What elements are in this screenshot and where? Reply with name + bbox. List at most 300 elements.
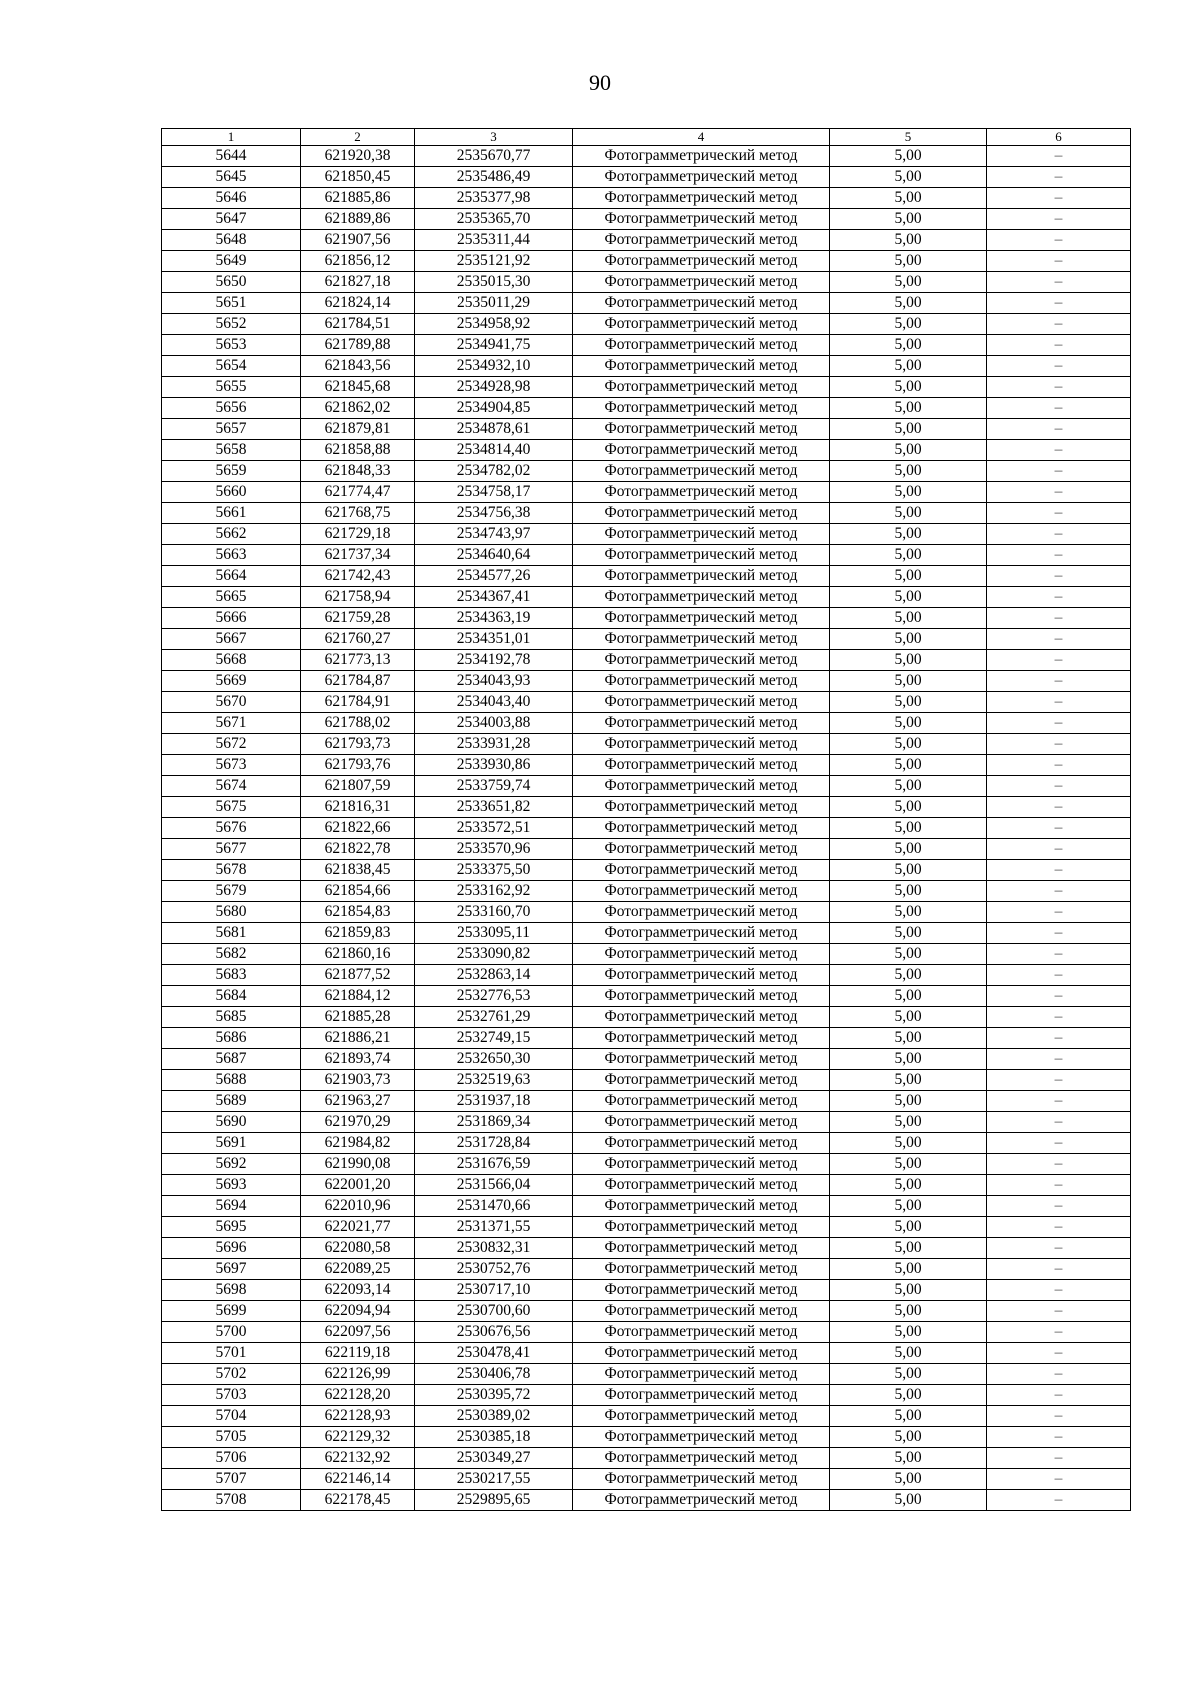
point-number-cell: 5655	[162, 377, 301, 398]
point-number-cell: 5670	[162, 692, 301, 713]
note-cell: –	[987, 671, 1131, 692]
method-cell: Фотограмметрический метод	[573, 1049, 830, 1070]
point-number-cell: 5676	[162, 818, 301, 839]
method-cell: Фотограмметрический метод	[573, 1301, 830, 1322]
method-cell: Фотограмметрический метод	[573, 692, 830, 713]
y-coordinate-cell: 2534043,40	[415, 692, 573, 713]
note-cell: –	[987, 314, 1131, 335]
accuracy-cell: 5,00	[830, 944, 987, 965]
accuracy-cell: 5,00	[830, 461, 987, 482]
accuracy-cell: 5,00	[830, 146, 987, 167]
x-coordinate-cell: 622126,99	[301, 1364, 415, 1385]
y-coordinate-cell: 2531676,59	[415, 1154, 573, 1175]
header-row	[162, 129, 1131, 146]
accuracy-cell: 5,00	[830, 335, 987, 356]
method-cell: Фотограмметрический метод	[573, 188, 830, 209]
y-coordinate-cell: 2535121,92	[415, 251, 573, 272]
accuracy-cell: 5,00	[830, 734, 987, 755]
method-cell: Фотограмметрический метод	[573, 1406, 830, 1427]
table-row	[162, 356, 1131, 377]
y-coordinate-cell: 2534743,97	[415, 524, 573, 545]
table-header	[162, 129, 1131, 146]
method-cell: Фотограмметрический метод	[573, 734, 830, 755]
note-cell: –	[987, 1112, 1131, 1133]
method-cell: Фотограмметрический метод	[573, 1028, 830, 1049]
note-cell: –	[987, 692, 1131, 713]
table-row	[162, 1217, 1131, 1238]
point-number-cell: 5682	[162, 944, 301, 965]
note-cell: –	[987, 398, 1131, 419]
x-coordinate-cell: 621758,94	[301, 587, 415, 608]
note-cell: –	[987, 503, 1131, 524]
point-number-cell: 5656	[162, 398, 301, 419]
method-cell: Фотограмметрический метод	[573, 713, 830, 734]
table-row	[162, 1343, 1131, 1364]
table-row	[162, 314, 1131, 335]
accuracy-cell: 5,00	[830, 839, 987, 860]
note-cell: –	[987, 1217, 1131, 1238]
method-cell: Фотограмметрический метод	[573, 1448, 830, 1469]
accuracy-cell: 5,00	[830, 776, 987, 797]
note-cell: –	[987, 1259, 1131, 1280]
point-number-cell: 5663	[162, 545, 301, 566]
y-coordinate-cell: 2534043,93	[415, 671, 573, 692]
x-coordinate-cell: 621773,13	[301, 650, 415, 671]
table-row	[162, 860, 1131, 881]
note-cell: –	[987, 1049, 1131, 1070]
method-cell: Фотограмметрический метод	[573, 1196, 830, 1217]
note-cell: –	[987, 1070, 1131, 1091]
point-number-cell: 5659	[162, 461, 301, 482]
y-coordinate-cell: 2533162,92	[415, 881, 573, 902]
x-coordinate-cell: 621760,27	[301, 629, 415, 650]
note-cell: –	[987, 1091, 1131, 1112]
note-cell: –	[987, 1301, 1131, 1322]
point-number-cell: 5704	[162, 1406, 301, 1427]
note-cell: –	[987, 356, 1131, 377]
y-coordinate-cell: 2529895,65	[415, 1490, 573, 1511]
y-coordinate-cell: 2534577,26	[415, 566, 573, 587]
note-cell: –	[987, 272, 1131, 293]
method-cell: Фотограмметрический метод	[573, 965, 830, 986]
point-number-cell: 5675	[162, 797, 301, 818]
accuracy-cell: 5,00	[830, 293, 987, 314]
method-cell: Фотограмметрический метод	[573, 272, 830, 293]
table-row	[162, 629, 1131, 650]
column-header: 5	[830, 129, 987, 146]
y-coordinate-cell: 2530406,78	[415, 1364, 573, 1385]
accuracy-cell: 5,00	[830, 902, 987, 923]
accuracy-cell: 5,00	[830, 356, 987, 377]
page-number: 90	[589, 70, 611, 95]
point-number-cell: 5707	[162, 1469, 301, 1490]
note-cell: –	[987, 419, 1131, 440]
accuracy-cell: 5,00	[830, 1175, 987, 1196]
x-coordinate-cell: 621886,21	[301, 1028, 415, 1049]
y-coordinate-cell: 2533930,86	[415, 755, 573, 776]
y-coordinate-cell: 2534756,38	[415, 503, 573, 524]
x-coordinate-cell: 622128,93	[301, 1406, 415, 1427]
accuracy-cell: 5,00	[830, 986, 987, 1007]
method-cell: Фотограмметрический метод	[573, 1154, 830, 1175]
method-cell: Фотограмметрический метод	[573, 650, 830, 671]
accuracy-cell: 5,00	[830, 755, 987, 776]
table-row	[162, 230, 1131, 251]
accuracy-cell: 5,00	[830, 545, 987, 566]
note-cell: –	[987, 1007, 1131, 1028]
point-number-cell: 5702	[162, 1364, 301, 1385]
y-coordinate-cell: 2530385,18	[415, 1427, 573, 1448]
method-cell: Фотограмметрический метод	[573, 482, 830, 503]
point-number-cell: 5662	[162, 524, 301, 545]
x-coordinate-cell: 622132,92	[301, 1448, 415, 1469]
method-cell: Фотограмметрический метод	[573, 944, 830, 965]
y-coordinate-cell: 2534192,78	[415, 650, 573, 671]
accuracy-cell: 5,00	[830, 419, 987, 440]
note-cell: –	[987, 797, 1131, 818]
note-cell: –	[987, 944, 1131, 965]
x-coordinate-cell: 621848,33	[301, 461, 415, 482]
x-coordinate-cell: 621884,12	[301, 986, 415, 1007]
y-coordinate-cell: 2534878,61	[415, 419, 573, 440]
table-row	[162, 713, 1131, 734]
accuracy-cell: 5,00	[830, 377, 987, 398]
method-cell: Фотограмметрический метод	[573, 671, 830, 692]
y-coordinate-cell: 2534958,92	[415, 314, 573, 335]
table-row	[162, 881, 1131, 902]
accuracy-cell: 5,00	[830, 1364, 987, 1385]
table-row	[162, 755, 1131, 776]
table-row	[162, 566, 1131, 587]
accuracy-cell: 5,00	[830, 1490, 987, 1511]
note-cell: –	[987, 545, 1131, 566]
y-coordinate-cell: 2534932,10	[415, 356, 573, 377]
x-coordinate-cell: 621768,75	[301, 503, 415, 524]
x-coordinate-cell: 621729,18	[301, 524, 415, 545]
x-coordinate-cell: 621859,83	[301, 923, 415, 944]
method-cell: Фотограмметрический метод	[573, 881, 830, 902]
x-coordinate-cell: 621889,86	[301, 209, 415, 230]
y-coordinate-cell: 2534928,98	[415, 377, 573, 398]
point-number-cell: 5661	[162, 503, 301, 524]
x-coordinate-cell: 622128,20	[301, 1385, 415, 1406]
y-coordinate-cell: 2533375,50	[415, 860, 573, 881]
y-coordinate-cell: 2535486,49	[415, 167, 573, 188]
note-cell: –	[987, 251, 1131, 272]
x-coordinate-cell: 621862,02	[301, 398, 415, 419]
table-body	[162, 146, 1131, 1511]
table-row	[162, 1238, 1131, 1259]
x-coordinate-cell: 621824,14	[301, 293, 415, 314]
table-row	[162, 545, 1131, 566]
accuracy-cell: 5,00	[830, 629, 987, 650]
note-cell: –	[987, 461, 1131, 482]
y-coordinate-cell: 2531728,84	[415, 1133, 573, 1154]
method-cell: Фотограмметрический метод	[573, 461, 830, 482]
accuracy-cell: 5,00	[830, 1301, 987, 1322]
method-cell: Фотограмметрический метод	[573, 398, 830, 419]
x-coordinate-cell: 621789,88	[301, 335, 415, 356]
point-number-cell: 5644	[162, 146, 301, 167]
method-cell: Фотограмметрический метод	[573, 629, 830, 650]
table-row	[162, 293, 1131, 314]
note-cell: –	[987, 293, 1131, 314]
point-number-cell: 5708	[162, 1490, 301, 1511]
note-cell: –	[987, 1406, 1131, 1427]
note-cell: –	[987, 440, 1131, 461]
note-cell: –	[987, 1385, 1131, 1406]
method-cell: Фотограмметрический метод	[573, 587, 830, 608]
accuracy-cell: 5,00	[830, 566, 987, 587]
x-coordinate-cell: 621774,47	[301, 482, 415, 503]
table-row	[162, 1469, 1131, 1490]
y-coordinate-cell: 2532761,29	[415, 1007, 573, 1028]
accuracy-cell: 5,00	[830, 650, 987, 671]
accuracy-cell: 5,00	[830, 671, 987, 692]
point-number-cell: 5654	[162, 356, 301, 377]
point-number-cell: 5666	[162, 608, 301, 629]
method-cell: Фотограмметрический метод	[573, 902, 830, 923]
y-coordinate-cell: 2530389,02	[415, 1406, 573, 1427]
method-cell: Фотограмметрический метод	[573, 251, 830, 272]
accuracy-cell: 5,00	[830, 230, 987, 251]
y-coordinate-cell: 2531869,34	[415, 1112, 573, 1133]
note-cell: –	[987, 146, 1131, 167]
accuracy-cell: 5,00	[830, 1154, 987, 1175]
y-coordinate-cell: 2532519,63	[415, 1070, 573, 1091]
x-coordinate-cell: 621793,76	[301, 755, 415, 776]
method-cell: Фотограмметрический метод	[573, 356, 830, 377]
accuracy-cell: 5,00	[830, 818, 987, 839]
y-coordinate-cell: 2532776,53	[415, 986, 573, 1007]
table-row	[162, 419, 1131, 440]
x-coordinate-cell: 622146,14	[301, 1469, 415, 1490]
note-cell: –	[987, 881, 1131, 902]
table-row	[162, 503, 1131, 524]
table-row	[162, 1196, 1131, 1217]
column-header: 2	[301, 129, 415, 146]
accuracy-cell: 5,00	[830, 587, 987, 608]
accuracy-cell: 5,00	[830, 503, 987, 524]
point-number-cell: 5678	[162, 860, 301, 881]
table-row	[162, 797, 1131, 818]
table-row	[162, 692, 1131, 713]
method-cell: Фотограмметрический метод	[573, 1322, 830, 1343]
point-number-cell: 5706	[162, 1448, 301, 1469]
x-coordinate-cell: 622178,45	[301, 1490, 415, 1511]
method-cell: Фотограмметрический метод	[573, 755, 830, 776]
table-row	[162, 587, 1131, 608]
y-coordinate-cell: 2534941,75	[415, 335, 573, 356]
accuracy-cell: 5,00	[830, 1280, 987, 1301]
table-row	[162, 524, 1131, 545]
accuracy-cell: 5,00	[830, 965, 987, 986]
note-cell: –	[987, 818, 1131, 839]
x-coordinate-cell: 621850,45	[301, 167, 415, 188]
point-number-cell: 5649	[162, 251, 301, 272]
table-row	[162, 1448, 1131, 1469]
method-cell: Фотограмметрический метод	[573, 1259, 830, 1280]
table-row	[162, 734, 1131, 755]
accuracy-cell: 5,00	[830, 1196, 987, 1217]
x-coordinate-cell: 621845,68	[301, 377, 415, 398]
accuracy-cell: 5,00	[830, 524, 987, 545]
table-row	[162, 671, 1131, 692]
point-number-cell: 5648	[162, 230, 301, 251]
y-coordinate-cell: 2530832,31	[415, 1238, 573, 1259]
method-cell: Фотограмметрический метод	[573, 314, 830, 335]
x-coordinate-cell: 621970,29	[301, 1112, 415, 1133]
accuracy-cell: 5,00	[830, 314, 987, 335]
method-cell: Фотограмметрический метод	[573, 1385, 830, 1406]
note-cell: –	[987, 923, 1131, 944]
y-coordinate-cell: 2533160,70	[415, 902, 573, 923]
y-coordinate-cell: 2534758,17	[415, 482, 573, 503]
method-cell: Фотограмметрический метод	[573, 608, 830, 629]
point-number-cell: 5699	[162, 1301, 301, 1322]
x-coordinate-cell: 621788,02	[301, 713, 415, 734]
note-cell: –	[987, 1280, 1131, 1301]
method-cell: Фотограмметрический метод	[573, 1469, 830, 1490]
y-coordinate-cell: 2532749,15	[415, 1028, 573, 1049]
note-cell: –	[987, 902, 1131, 923]
point-number-cell: 5679	[162, 881, 301, 902]
y-coordinate-cell: 2534904,85	[415, 398, 573, 419]
note-cell: –	[987, 713, 1131, 734]
table-row	[162, 398, 1131, 419]
y-coordinate-cell: 2530676,56	[415, 1322, 573, 1343]
y-coordinate-cell: 2531470,66	[415, 1196, 573, 1217]
table-row	[162, 839, 1131, 860]
x-coordinate-cell: 621907,56	[301, 230, 415, 251]
method-cell: Фотограмметрический метод	[573, 1427, 830, 1448]
table-row	[162, 1406, 1131, 1427]
method-cell: Фотограмметрический метод	[573, 503, 830, 524]
method-cell: Фотограмметрический метод	[573, 818, 830, 839]
method-cell: Фотограмметрический метод	[573, 1280, 830, 1301]
y-coordinate-cell: 2533572,51	[415, 818, 573, 839]
y-coordinate-cell: 2533931,28	[415, 734, 573, 755]
y-coordinate-cell: 2530217,55	[415, 1469, 573, 1490]
y-coordinate-cell: 2535365,70	[415, 209, 573, 230]
method-cell: Фотограмметрический метод	[573, 1133, 830, 1154]
x-coordinate-cell: 621822,66	[301, 818, 415, 839]
point-number-cell: 5698	[162, 1280, 301, 1301]
y-coordinate-cell: 2531371,55	[415, 1217, 573, 1238]
table-row	[162, 251, 1131, 272]
note-cell: –	[987, 776, 1131, 797]
x-coordinate-cell: 622093,14	[301, 1280, 415, 1301]
table-row	[162, 1427, 1131, 1448]
x-coordinate-cell: 621737,34	[301, 545, 415, 566]
x-coordinate-cell: 621885,86	[301, 188, 415, 209]
point-number-cell: 5647	[162, 209, 301, 230]
point-number-cell: 5667	[162, 629, 301, 650]
accuracy-cell: 5,00	[830, 440, 987, 461]
x-coordinate-cell: 622089,25	[301, 1259, 415, 1280]
note-cell: –	[987, 209, 1131, 230]
method-cell: Фотограмметрический метод	[573, 797, 830, 818]
accuracy-cell: 5,00	[830, 713, 987, 734]
table-row	[162, 1259, 1131, 1280]
method-cell: Фотограмметрический метод	[573, 167, 830, 188]
y-coordinate-cell: 2530395,72	[415, 1385, 573, 1406]
note-cell: –	[987, 524, 1131, 545]
note-cell: –	[987, 1469, 1131, 1490]
point-number-cell: 5685	[162, 1007, 301, 1028]
x-coordinate-cell: 622129,32	[301, 1427, 415, 1448]
x-coordinate-cell: 622094,94	[301, 1301, 415, 1322]
accuracy-cell: 5,00	[830, 692, 987, 713]
x-coordinate-cell: 622080,58	[301, 1238, 415, 1259]
x-coordinate-cell: 621856,12	[301, 251, 415, 272]
method-cell: Фотограмметрический метод	[573, 293, 830, 314]
table-row	[162, 1070, 1131, 1091]
point-number-cell: 5650	[162, 272, 301, 293]
accuracy-cell: 5,00	[830, 251, 987, 272]
table-row	[162, 1091, 1131, 1112]
point-number-cell: 5697	[162, 1259, 301, 1280]
table-row	[162, 776, 1131, 797]
y-coordinate-cell: 2530752,76	[415, 1259, 573, 1280]
point-number-cell: 5674	[162, 776, 301, 797]
accuracy-cell: 5,00	[830, 881, 987, 902]
note-cell: –	[987, 1028, 1131, 1049]
x-coordinate-cell: 621793,73	[301, 734, 415, 755]
method-cell: Фотограмметрический метод	[573, 146, 830, 167]
method-cell: Фотограмметрический метод	[573, 839, 830, 860]
table-row	[162, 272, 1131, 293]
point-number-cell: 5696	[162, 1238, 301, 1259]
note-cell: –	[987, 1343, 1131, 1364]
table-row	[162, 1490, 1131, 1511]
x-coordinate-cell: 621784,91	[301, 692, 415, 713]
point-number-cell: 5653	[162, 335, 301, 356]
table-row	[162, 1301, 1131, 1322]
table-row	[162, 923, 1131, 944]
x-coordinate-cell: 621816,31	[301, 797, 415, 818]
note-cell: –	[987, 860, 1131, 881]
accuracy-cell: 5,00	[830, 1322, 987, 1343]
table-row	[162, 1364, 1131, 1385]
accuracy-cell: 5,00	[830, 1049, 987, 1070]
method-cell: Фотограмметрический метод	[573, 1175, 830, 1196]
x-coordinate-cell: 621893,74	[301, 1049, 415, 1070]
x-coordinate-cell: 621879,81	[301, 419, 415, 440]
x-coordinate-cell: 622097,56	[301, 1322, 415, 1343]
y-coordinate-cell: 2534814,40	[415, 440, 573, 461]
x-coordinate-cell: 621843,56	[301, 356, 415, 377]
method-cell: Фотограмметрический метод	[573, 524, 830, 545]
table-row	[162, 482, 1131, 503]
point-number-cell: 5657	[162, 419, 301, 440]
point-number-cell: 5705	[162, 1427, 301, 1448]
note-cell: –	[987, 587, 1131, 608]
note-cell: –	[987, 965, 1131, 986]
y-coordinate-cell: 2535311,44	[415, 230, 573, 251]
table-row	[162, 944, 1131, 965]
y-coordinate-cell: 2534351,01	[415, 629, 573, 650]
column-header: 6	[987, 129, 1131, 146]
method-cell: Фотограмметрический метод	[573, 1070, 830, 1091]
table-row	[162, 1175, 1131, 1196]
point-number-cell: 5689	[162, 1091, 301, 1112]
y-coordinate-cell: 2535015,30	[415, 272, 573, 293]
y-coordinate-cell: 2535670,77	[415, 146, 573, 167]
method-cell: Фотограмметрический метод	[573, 923, 830, 944]
x-coordinate-cell: 621838,45	[301, 860, 415, 881]
table-row	[162, 167, 1131, 188]
